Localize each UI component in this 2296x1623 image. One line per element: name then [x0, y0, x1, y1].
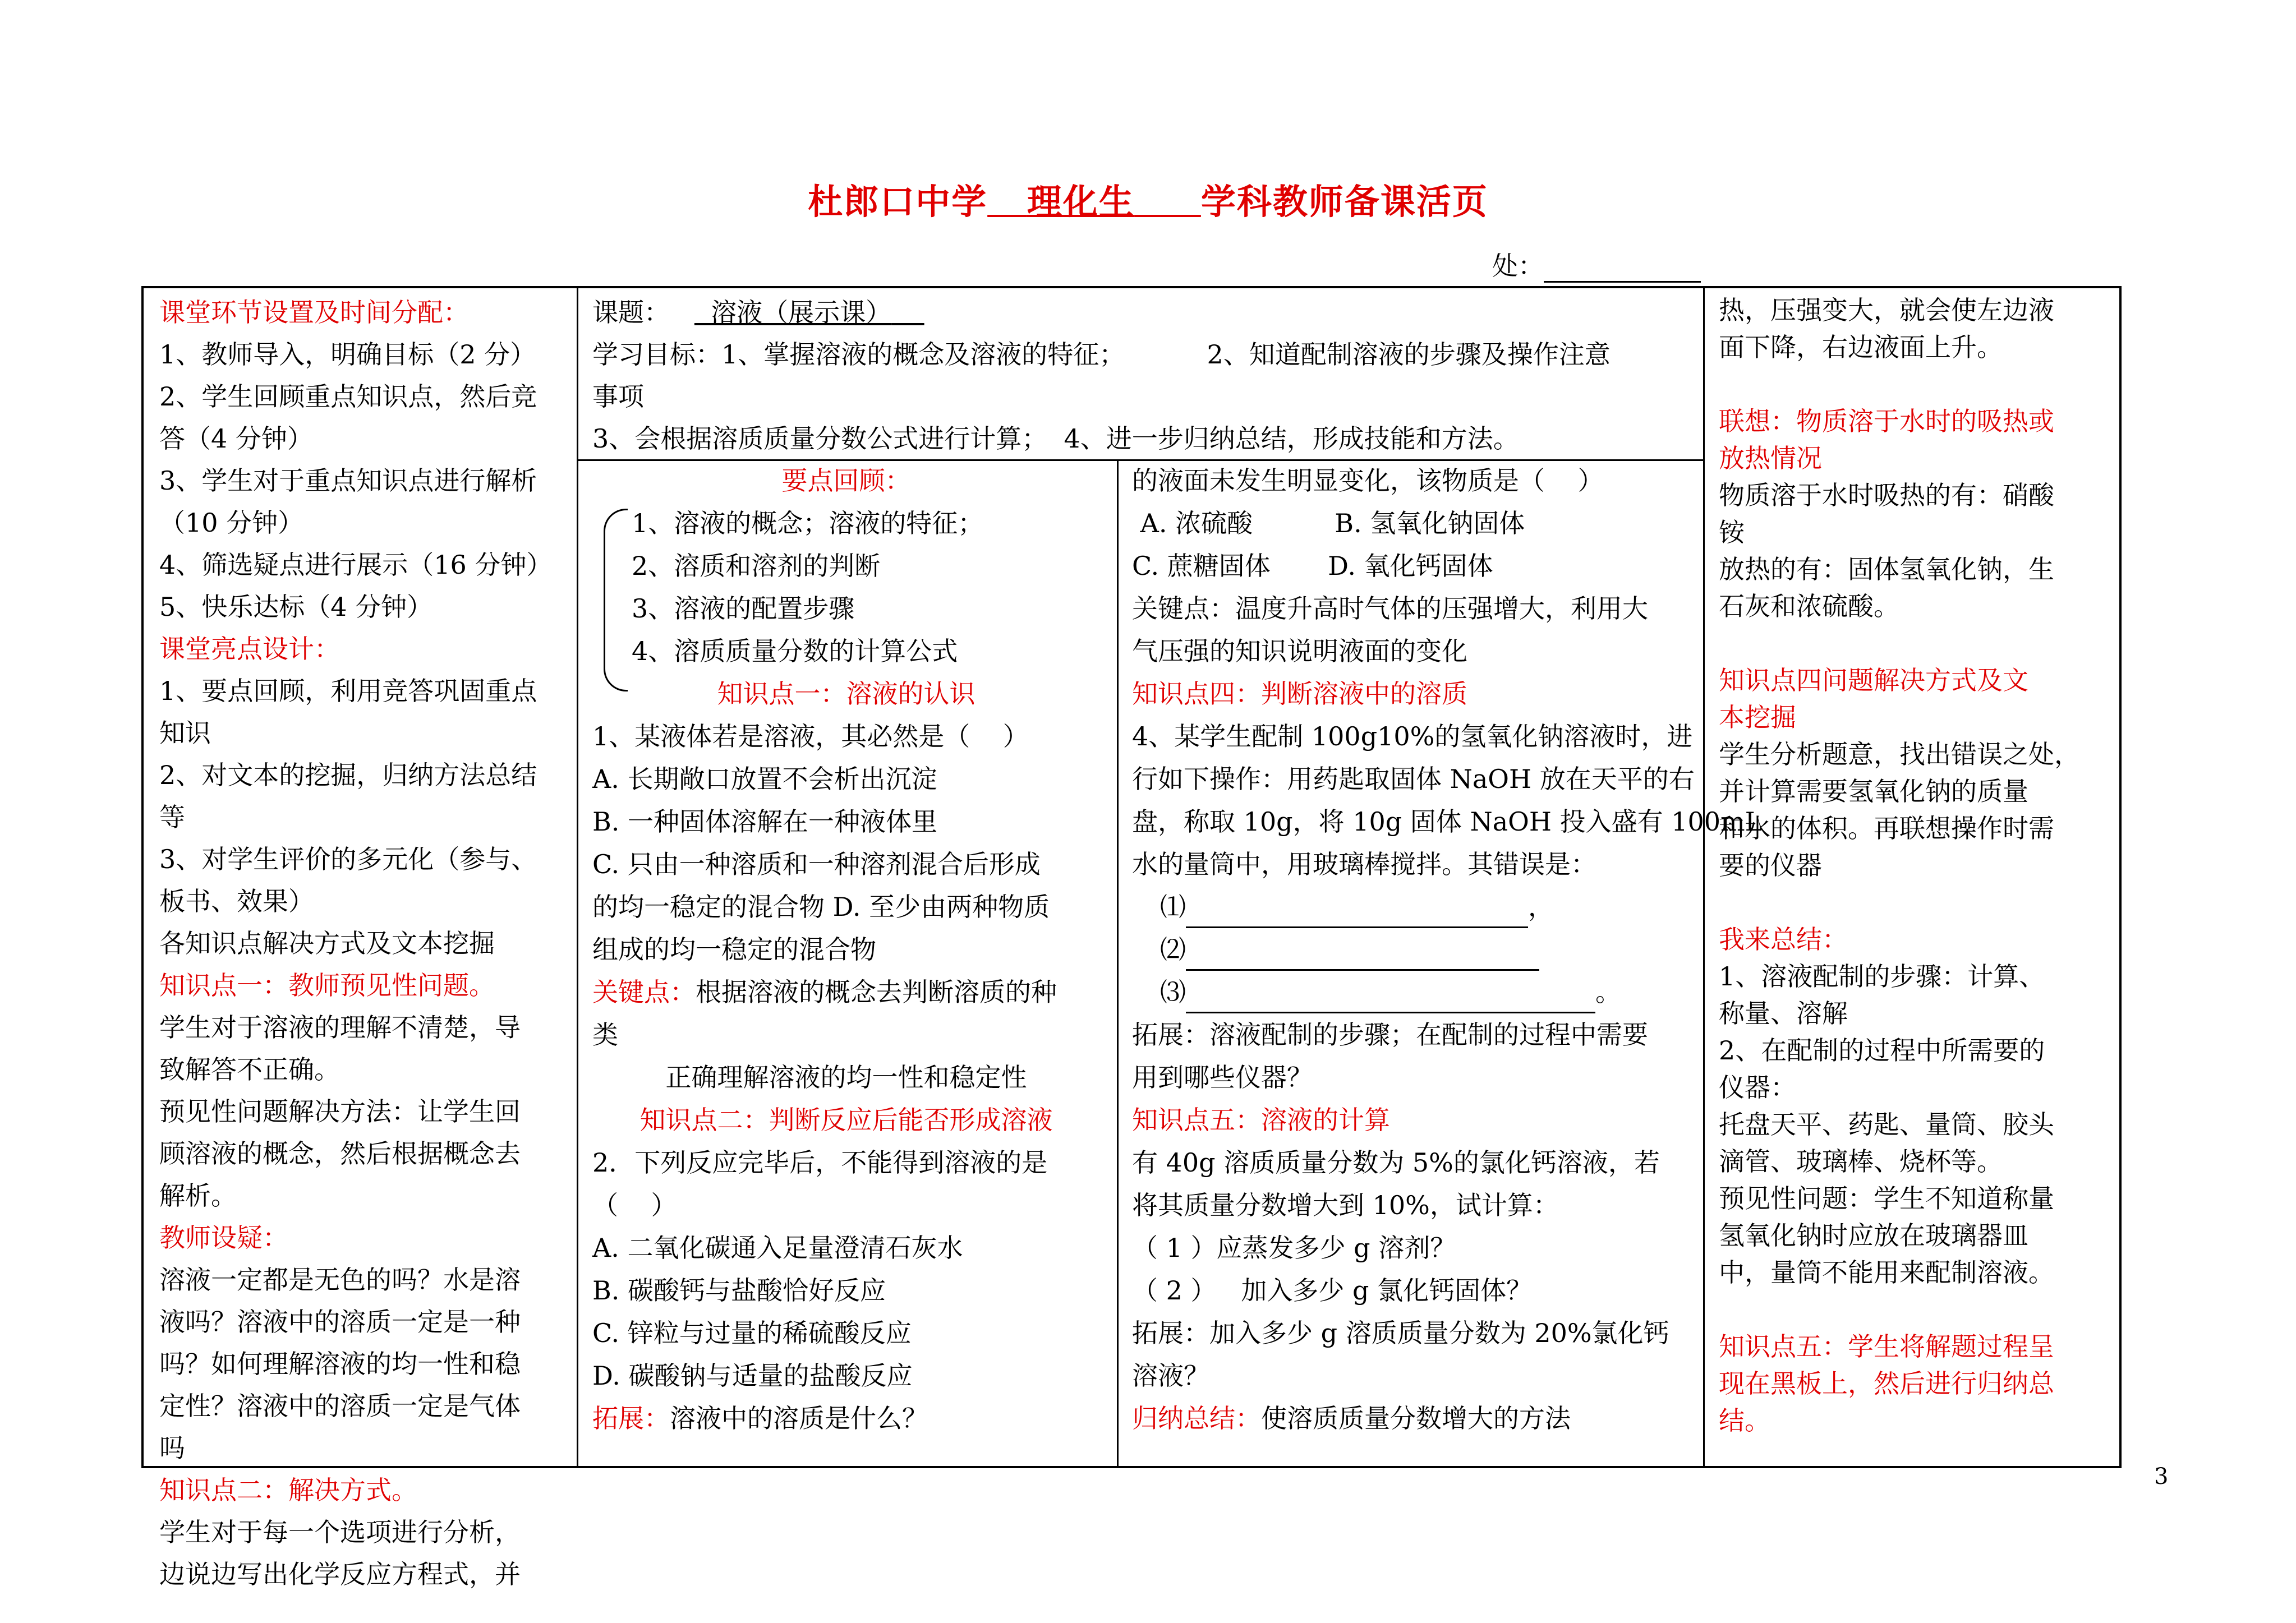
plan-line: 学生对于每一个选项进行分析， [159, 1517, 521, 1547]
note-line: 2、在配制的过程中所需要的 [1719, 1035, 2045, 1066]
extension-3 [1132, 1013, 1699, 1099]
question-5-line: （ 1 ）应蒸发多少 g 溶剂？ [1132, 1233, 1456, 1263]
question-1 [581, 715, 1111, 971]
subject-name: 理化生 [1027, 181, 1135, 222]
question-4-line: 行如下操作：用药匙取固体 NaOH 放在天平的右 [1132, 764, 1695, 794]
extension-line: 用到哪些仪器？ [1132, 1062, 1313, 1092]
question-4 [1132, 715, 1763, 886]
goals-line-1: 学习目标：1、掌握溶液的概念及溶液的特征； 2、知道配制溶液的步骤及操作注意 [592, 339, 1611, 370]
plan-line: 2、对文本的挖掘，归纳方法总结 [159, 760, 537, 790]
plan-line: 边说边写出化学反应方程式，并 [159, 1559, 521, 1589]
column-review [581, 459, 1111, 1440]
plan-line: 板书、效果） [159, 886, 314, 916]
error-blank-2: ⑵ [1132, 928, 1699, 971]
question-4-line: 水的量筒中，用玻璃棒搅拌。其错误是： [1132, 849, 1596, 879]
extension: 拓展：溶液中的溶质是什么？ [592, 1403, 928, 1433]
plan-line: 知识点二：解决方式。 [159, 1475, 417, 1505]
question-4-line: 盘，称取 10g，将 10g 固体 NaOH 投入盛有 100mL [1132, 806, 1763, 837]
note-line: 现在黑板上，然后进行归纳总 [1719, 1368, 2054, 1399]
divider-1 [577, 288, 578, 1466]
q3-cont: 的液面未发生明显变化，该物质是（ ） [1132, 465, 1604, 496]
plan-line: 4、筛选疑点进行展示（16 分钟） [159, 550, 553, 580]
plan-line: 各知识点解决方式及文本挖掘 [159, 928, 495, 958]
plan-line: 2、学生回顾重点知识点，然后竞 [159, 381, 537, 412]
question-1-line: A. 长期敞口放置不会析出沉淀 [592, 764, 937, 794]
lesson-table [141, 286, 2122, 1589]
plan-line: 吗？如何理解溶液的均一性和稳 [159, 1349, 521, 1379]
department-blank [1544, 255, 1701, 283]
note-line: 中，量筒不能用来配制溶液。 [1719, 1257, 2054, 1288]
department-field [1492, 246, 1701, 283]
note-line: 学生分析题意，找出错误之处， [1719, 739, 2080, 769]
question-5-line: 溶液？ [1132, 1361, 1209, 1391]
note-line: 热，压强变大，就会使左边液 [1719, 295, 2054, 325]
knowledge-2-title: 知识点二：判断反应后能否形成溶液 [639, 1105, 1053, 1135]
plan-line: 液吗？溶液中的溶质一定是一种 [159, 1307, 521, 1337]
plan-line: 3、对学生评价的多元化（参与、 [159, 844, 537, 874]
topic-section [592, 292, 1692, 460]
question-5-line: 有 40g 溶质质量分数为 5%的氯化钙溶液，若 [1132, 1147, 1660, 1178]
note-line [1719, 1291, 2111, 1328]
key-point: 关键点：根据溶液的概念去判断溶质的种 [592, 977, 1057, 1007]
note-line: 托盘天平、药匙、量筒、胶头 [1719, 1109, 2054, 1140]
note-line: 预见性问题：学生不知道称量 [1719, 1183, 2054, 1214]
review-list [581, 502, 1111, 672]
note-line: 结。 [1719, 1405, 1770, 1436]
plan-line: 3、学生对于重点知识点进行解析 [159, 465, 537, 496]
question-5-line: 拓展：加入多少 g 溶质质量分数为 20%氯化钙 [1132, 1318, 1669, 1348]
review-item: 2、溶质和溶剂的判断 [632, 551, 881, 581]
note-line [1719, 366, 2111, 403]
plan-line: 致解答不正确。 [159, 1054, 340, 1085]
plan-line: 教师设疑： [159, 1223, 288, 1253]
page-number: 3 [2154, 1464, 2169, 1490]
note-line: 氢氧化钠时应放在玻璃器皿 [1719, 1220, 2028, 1251]
school-name: 杜郎口中学 [808, 181, 988, 222]
question-1-line: B. 一种固体溶解在一种液体里 [592, 806, 938, 837]
plan-line: 答（4 分钟） [159, 423, 313, 454]
goals-line-2: 事项 [592, 381, 644, 412]
question-5-line: （ 2 ） 加入多少 g 氯化钙固体？ [1132, 1275, 1533, 1306]
q3-options-cd: C. 蔗糖固体 D. 氧化钙固体 [1132, 551, 1493, 581]
plan-line: 解析。 [159, 1181, 237, 1211]
note-line [1719, 884, 2111, 921]
question-1-line: 组成的均一稳定的混合物 [592, 934, 876, 965]
knowledge-4-title: 知识点四：判断溶液中的溶质 [1132, 679, 1467, 709]
plan-line: 吗 [159, 1433, 185, 1463]
note-line: 铵 [1719, 517, 1745, 547]
plan-line: 1、要点回顾，利用竞答巩固重点 [159, 676, 537, 706]
review-title: 要点回顾： [781, 465, 911, 496]
question-2-line: （ ） [592, 1190, 677, 1220]
note-line: 知识点四问题解决方式及文 [1719, 665, 2028, 695]
key-point-cont: 类 [592, 1020, 618, 1050]
question-1-line: 1、某液体若是溶液，其必然是（ ） [592, 721, 1029, 751]
plan-line: （10 分钟） [159, 508, 304, 538]
note-line: 要的仪器 [1719, 850, 1822, 880]
plan-line: 顾溶液的概念，然后根据概念去 [159, 1138, 521, 1169]
review-item: 3、溶液的配置步骤 [632, 593, 855, 624]
question-2-line: 2．下列反应完毕后，不能得到溶液的是 [592, 1147, 1048, 1178]
note-line: 我来总结： [1719, 924, 1848, 955]
question-2-line: C. 锌粒与过量的稀硫酸反应 [592, 1318, 912, 1348]
topic-label: 课题： [592, 297, 670, 328]
review-brace [604, 509, 628, 691]
error-blank-3: ⑶ 。 [1132, 971, 1699, 1013]
note-line [1719, 625, 2111, 662]
plan-line: 课堂环节设置及时间分配： [159, 297, 469, 328]
question-2-line: A. 二氧化碳通入足量澄清石灰水 [592, 1233, 963, 1263]
note-line: 知识点五：学生将解题过程呈 [1719, 1331, 2054, 1362]
knowledge-5-title: 知识点五：溶液的计算 [1132, 1105, 1390, 1135]
note-line: 联想：物质溶于水时的吸热或 [1719, 406, 2054, 436]
note-line: 物质溶于水时吸热的有：硝酸 [1719, 480, 2054, 510]
knowledge-1-title: 知识点一：溶液的认识 [717, 679, 976, 709]
plan-line: 5、快乐达标（4 分钟） [159, 592, 433, 622]
question-2 [581, 1141, 1111, 1397]
note-line: 滴管、玻璃棒、烧杯等。 [1719, 1146, 2003, 1177]
question-4-line: 4、某学生配制 100g10%的氢氧化钠溶液时，进 [1132, 721, 1693, 751]
note-line: 1、溶液配制的步骤：计算、 [1719, 961, 2045, 992]
divider-3 [1703, 288, 1705, 1466]
plan-line: 知识点一：教师预见性问题。 [159, 970, 495, 1000]
extension-line: 拓展：溶液配制的步骤；在配制的过程中需要 [1132, 1020, 1648, 1050]
q3-options-ab: A. 浓硫酸 B. 氢氧化钠固体 [1132, 508, 1525, 538]
plan-line: 等 [159, 802, 185, 832]
note-line: 石灰和浓硫酸。 [1719, 591, 1899, 621]
question-1-line: 的均一稳定的混合物 D. 至少由两种物质 [592, 892, 1050, 922]
question-5-line: 将其质量分数增大到 10%，试计算： [1132, 1190, 1559, 1220]
note-line: 并计算需要氢氧化钠的质量 [1719, 776, 2028, 806]
note-line: 称量、溶解 [1719, 998, 1848, 1029]
plan-line: 1、教师导入，明确目标（2 分） [159, 339, 536, 370]
q3-key-2: 气压强的知识说明液面的变化 [1132, 636, 1467, 666]
review-item: 4、溶质质量分数的计算公式 [632, 636, 958, 666]
page-title [0, 174, 2296, 224]
column-plan [159, 292, 569, 1596]
plan-line: 预见性问题解决方法：让学生回 [159, 1096, 521, 1127]
question-2-line: B. 碳酸钙与盐酸恰好反应 [592, 1275, 886, 1306]
question-1-line: C. 只由一种溶质和一种溶剂混合后形成 [592, 849, 1041, 879]
topic-title: 溶液（展示课） [711, 297, 892, 328]
note-line: 放热情况 [1719, 443, 1822, 473]
key-point-line3: 正确理解溶液的均一性和稳定性 [665, 1062, 1027, 1092]
plan-line: 学生对于溶液的理解不清楚，导 [159, 1012, 521, 1043]
question-5 [1132, 1141, 1699, 1397]
title-rest: 学科教师备课活页 [1200, 181, 1488, 222]
department-label: 处： [1492, 251, 1544, 281]
plan-line: 溶液一定都是无色的吗？水是溶 [159, 1265, 521, 1295]
column-notes [1719, 292, 2111, 1439]
review-item: 1、溶液的概念；溶液的特征； [632, 508, 984, 538]
note-line: 和水的体积。再联想操作时需 [1719, 813, 2054, 843]
plan-line: 知识 [159, 718, 211, 748]
plan-line: 定性？溶液中的溶质一定是气体 [159, 1391, 521, 1421]
q3-key-1: 关键点：温度升高时气体的压强增大，利用大 [1132, 593, 1648, 624]
note-line: 仪器： [1719, 1072, 1796, 1103]
question-2-line: D. 碳酸钠与适量的盐酸反应 [592, 1361, 913, 1391]
divider-2 [1117, 459, 1119, 1466]
note-line: 放热的有：固体氢氧化钠，生 [1719, 554, 2054, 584]
summary: 归纳总结：使溶质质量分数增大的方法 [1132, 1403, 1571, 1433]
note-line: 面下降，右边液面上升。 [1719, 332, 2003, 362]
plan-line: 课堂亮点设计： [159, 634, 340, 664]
error-blank-1: ⑴ ， [1132, 886, 1699, 928]
note-line: 本挖掘 [1719, 702, 1796, 732]
goals-line-3: 3、会根据溶质质量分数公式进行计算； 4、进一步归纳总结，形成技能和方法。 [592, 423, 1519, 454]
